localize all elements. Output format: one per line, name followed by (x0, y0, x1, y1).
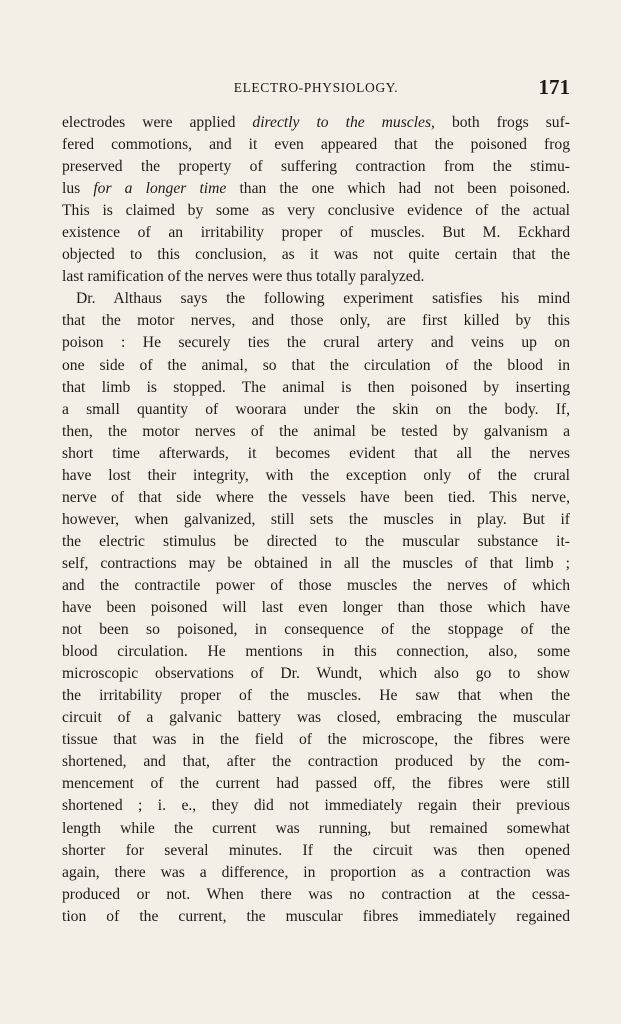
text-line (62, 288, 570, 310)
text-line (62, 773, 570, 795)
text-run: circuit of a galvanic battery was closed, embracing the muscular (62, 709, 570, 727)
text-run: that the motor nerves, and those only, are first killed by this (62, 312, 570, 330)
text-run: that limb is stopped. The animal is then poisoned by inserting (62, 378, 570, 396)
text-line (62, 818, 570, 840)
text-line (62, 421, 570, 443)
text-run: shortened, and that, after the contraction produced by the com- (62, 753, 570, 771)
text-run: self, contractions may be obtained in all the muscles of that limb ; (62, 554, 570, 572)
text-run: electrodes were applied (62, 114, 253, 131)
text-line (62, 465, 570, 487)
text-run: shorter for several minutes. If the circuit was then opened (62, 841, 570, 859)
text-run: short time afterwards, it becomes evident that all the nerves (62, 444, 570, 462)
text-line (62, 310, 570, 332)
text-run: Dr. Althaus says the following experiment satisfies his mind (76, 290, 570, 308)
text-line (62, 332, 570, 354)
text-line (62, 862, 570, 884)
text-run: fered commotions, and it even appeared that the poisoned frog (62, 136, 570, 154)
text-line (62, 751, 570, 773)
italic-phrase: directly to the muscles, (252, 114, 435, 131)
text-line (62, 377, 570, 399)
text-line (62, 575, 570, 597)
text-run: not been so poisoned, in consequence of the stoppage of the (62, 621, 570, 639)
text-run: shortened ; i. e., they did not immediately regain their previous (62, 797, 570, 815)
text-line (62, 112, 570, 134)
text-line (62, 487, 570, 509)
text-line (62, 906, 570, 928)
text-line (62, 222, 570, 244)
running-head (62, 76, 570, 100)
text-line (62, 641, 570, 663)
text-run: have been poisoned will last even longer than those which have (62, 599, 570, 617)
text-line (62, 729, 570, 751)
text-line (62, 795, 570, 817)
text-line (62, 399, 570, 421)
text-line (62, 156, 570, 178)
text-line (62, 244, 570, 266)
text-line (62, 707, 570, 729)
text-run: mencement of the current had passed off, the fibres were still (62, 775, 570, 793)
text-line (62, 355, 570, 377)
text-line (62, 884, 570, 906)
text-line (62, 200, 570, 222)
text-line (62, 509, 570, 531)
text-line (62, 553, 570, 575)
text-line (62, 531, 570, 553)
text-run: length while the current was running, but remained somewhat (62, 819, 570, 837)
body-text (62, 112, 570, 928)
page-number: 171 (538, 75, 570, 99)
text-line (62, 443, 570, 465)
text-run: microscopic observations of Dr. Wundt, which also go to show (62, 665, 570, 683)
text-line (62, 619, 570, 641)
text-run: objected to this conclusion, as it was not quite certain that the (62, 246, 570, 264)
text-run: than the one which had not been poisoned. (226, 180, 570, 198)
text-run: lus (62, 180, 94, 198)
text-line (62, 178, 570, 200)
text-line (62, 840, 570, 862)
italic-phrase: for a longer time (93, 180, 227, 198)
running-title: ELECTRO-PHYSIOLOGY. (233, 80, 399, 95)
text-run: poison : He securely ties the crural artery and veins up on (62, 334, 570, 352)
text-run: however, when galvanized, still sets the muscles in play. But if (62, 510, 570, 528)
text-run: a small quantity of woorara under the skin on the body. If, (62, 400, 570, 418)
text-line (62, 663, 570, 685)
text-run: the electric stimulus be directed to the muscular substance it- (62, 532, 570, 550)
text-run: tissue that was in the field of the microscope, the fibres were (62, 731, 570, 749)
text-run: last ramification of the nerves were thus totally paralyzed. (62, 268, 425, 286)
text-run: blood circulation. He mentions in this connection, also, some (62, 643, 570, 661)
text-run: preserved the property of suffering contraction from the stimu- (62, 158, 570, 176)
text-run: one side of the animal, so that the circulation of the blood in (62, 356, 570, 374)
text-run: nerve of that side where the vessels have been tied. This nerve, (62, 488, 570, 506)
text-run: again, there was a difference, in proportion as a contraction was (62, 863, 570, 881)
text-line (62, 685, 570, 707)
text-run: then, the motor nerves of the animal be tested by galvanism a (62, 422, 570, 440)
text-run: both frogs suf- (434, 114, 570, 131)
text-run: have lost their integrity, with the exception only of the crural (62, 466, 570, 484)
text-line (62, 134, 570, 156)
text-run: the irritability proper of the muscles. He saw that when the (62, 687, 570, 705)
text-run: tion of the current, the muscular fibres immediately regained (62, 907, 570, 925)
text-run: produced or not. When there was no contraction at the cessa- (62, 885, 570, 903)
text-line (62, 597, 570, 619)
text-run: This is claimed by some as very conclusive evidence of the actual (62, 202, 570, 220)
text-run: existence of an irritability proper of muscles. But M. Eckhard (62, 224, 570, 242)
text-line (62, 266, 570, 288)
text-run: and the contractile power of those muscles the nerves of which (62, 576, 570, 594)
